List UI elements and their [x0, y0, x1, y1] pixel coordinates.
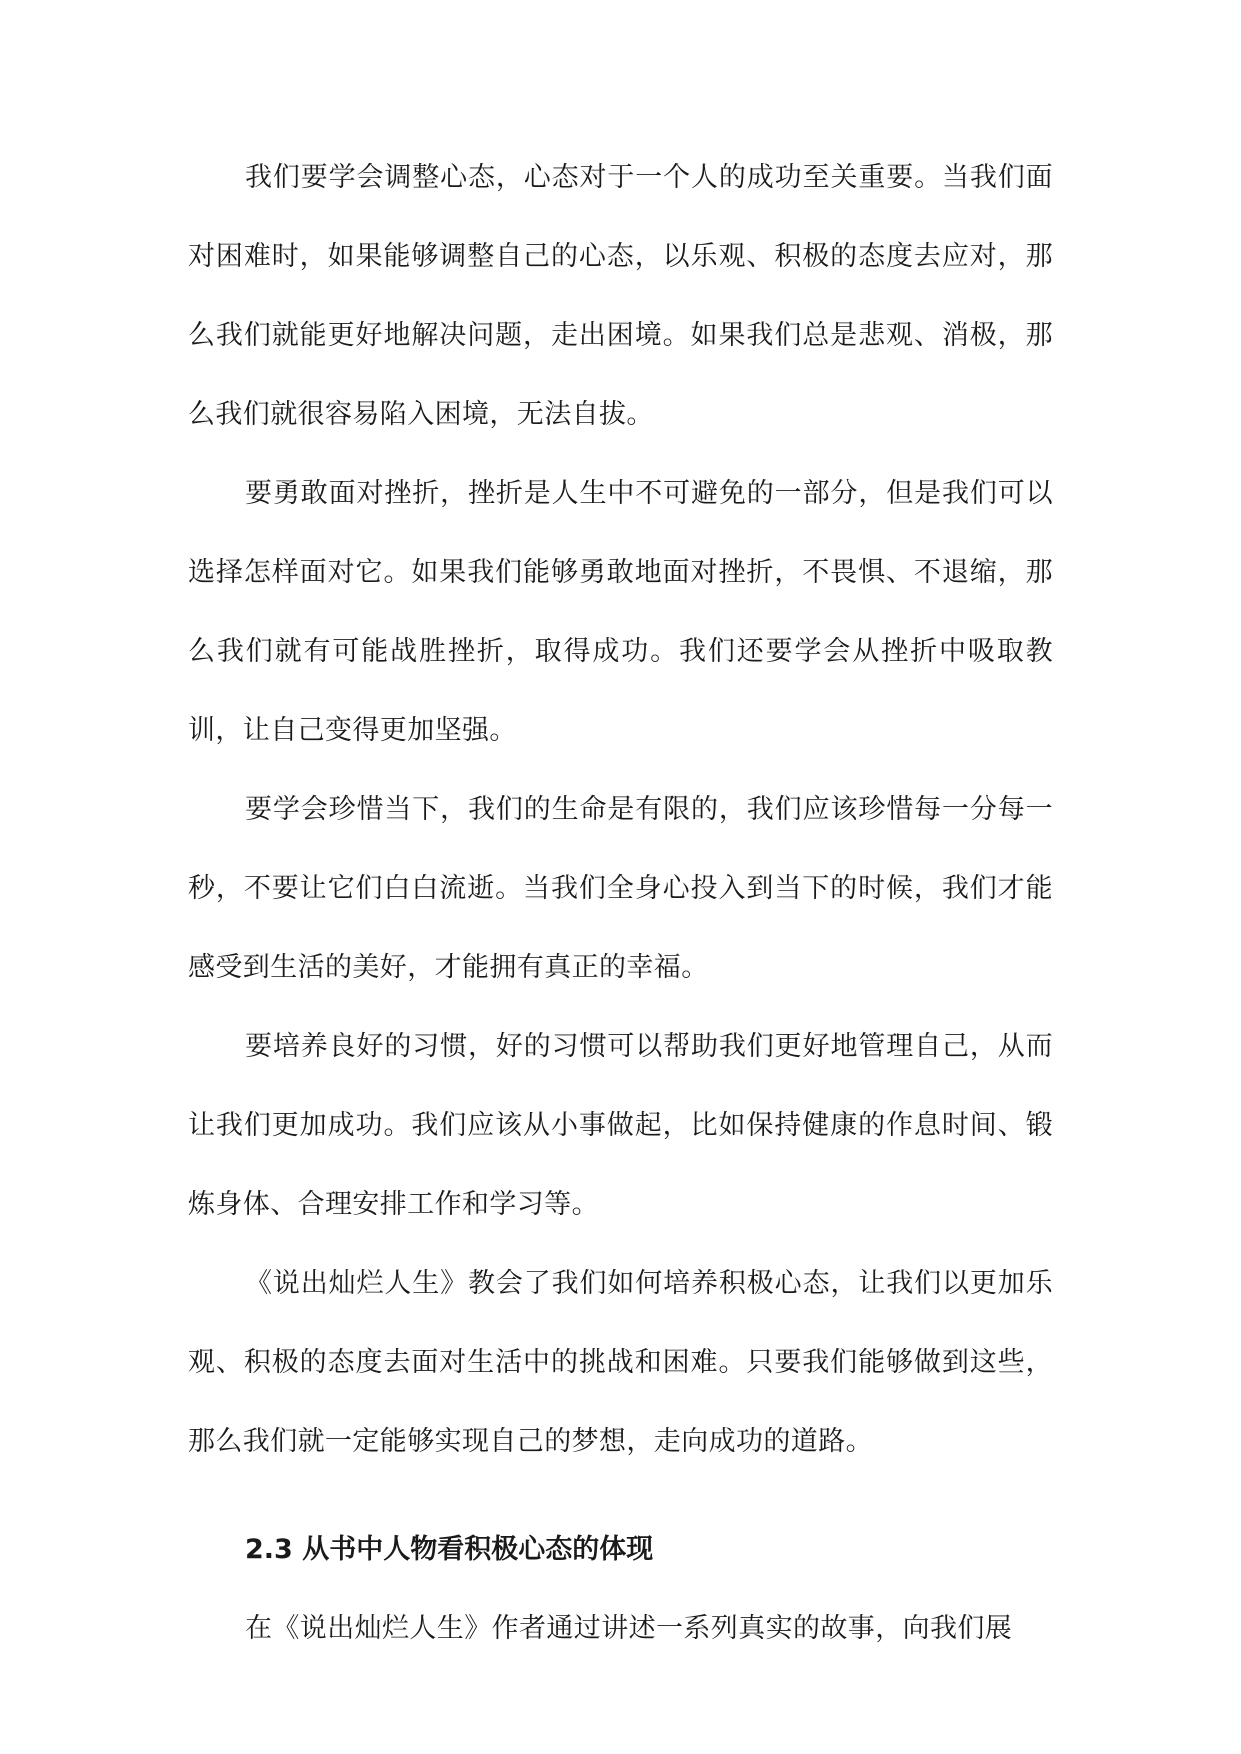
- paragraph-adjust-mindset: 我们要学会调整心态，心态对于一个人的成功至关重要。当我们面对困难时，如果能够调整自己的心态，以乐观、积极的态度去应对，那么我们就能更好地解决问题，走出困境。如果我们总是悲观、消极，那么我们就很容易陷入困境，无法自拔。: [188, 162, 1053, 430]
- paragraph-face-setbacks: 要勇敢面对挫折，挫折是人生中不可避免的一部分，但是我们可以选择怎样面对它。如果我们能够勇敢地面对挫折，不畏惧、不退缩，那么我们就有可能战胜挫折，取得成功。我们还要学会从挫折中吸取教训，让自己变得更加坚强。: [188, 478, 1053, 746]
- paragraph-good-habits: 要培养良好的习惯，好的习惯可以帮助我们更好地管理自己，从而让我们更加成功。我们应该从小事做起，比如保持健康的作息时间、锻炼身体、合理安排工作和学习等。: [188, 1031, 1053, 1220]
- document-body: [188, 138, 1053, 1668]
- paragraph-book-summary: 《说出灿烂人生》教会了我们如何培养积极心态，让我们以更加乐观、积极的态度去面对生活中的挑战和困难。只要我们能够做到这些，那么我们就一定能够实现自己的梦想，走向成功的道路。: [188, 1268, 1053, 1457]
- section-heading: 2.3 从书中人物看积极心态的体现: [245, 1534, 654, 1565]
- paragraph-section-intro: 在《说出灿烂人生》作者通过讲述一系列真实的故事，向我们展: [245, 1613, 1013, 1644]
- paragraph-cherish-present: 要学会珍惜当下，我们的生命是有限的，我们应该珍惜每一分每一秒，不要让它们白白流逝。当我们全身心投入到当下的时候，我们才能感受到生活的美好，才能拥有真正的幸福。: [188, 794, 1053, 983]
